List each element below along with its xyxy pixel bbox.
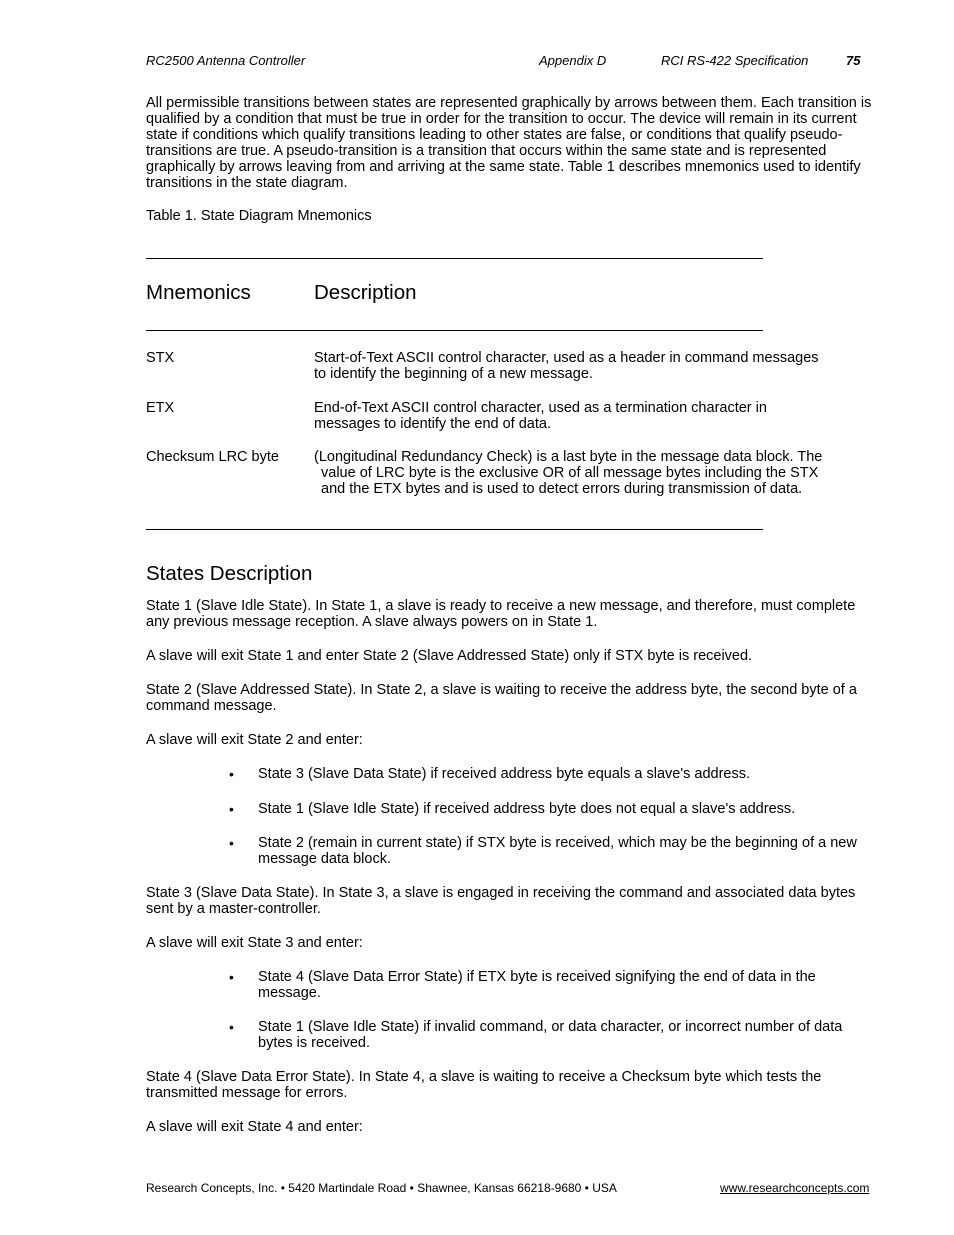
- header-doc-title: RC2500 Antenna Controller: [146, 53, 306, 68]
- state1-paragraph: State 1 (Slave Idle State). In State 1, a slave is ready to receive a new message, and therefore, must complete any previous message reception. A slave always powers on in State 1.: [146, 598, 856, 630]
- state1-exit-paragraph: A slave will exit State 1 and enter State 2 (Slave Addressed State) only if STX byte is received.: [146, 648, 753, 664]
- table-top-rule: [146, 258, 763, 259]
- table-row-mnemonic: STX: [146, 350, 175, 366]
- description-line: End-of-Text ASCII control character, used as a termination character in: [314, 400, 767, 416]
- bullet-icon: •: [229, 969, 234, 985]
- bullet-icon: •: [229, 766, 234, 782]
- bullet-icon: •: [229, 1019, 234, 1035]
- list-item: State 4 (Slave Data Error State) if ETX byte is received signifying the end of data in the message.: [258, 969, 816, 1001]
- table-header-description: Description: [314, 281, 417, 304]
- list-item: State 1 (Slave Idle State) if invalid command, or data character, or incorrect number of data bytes is received.: [258, 1019, 843, 1051]
- state2-exit-paragraph: A slave will exit State 2 and enter:: [146, 732, 363, 748]
- list-item: State 1 (Slave Idle State) if received address byte does not equal a slave's address.: [258, 801, 796, 817]
- table-row-mnemonic: ETX: [146, 400, 175, 416]
- description-line: Start-of-Text ASCII control character, used as a header in command messages: [314, 350, 819, 366]
- footer-website-link[interactable]: www.researchconcepts.com: [720, 1181, 870, 1195]
- table-row-description: [314, 351, 874, 383]
- description-line: and the ETX bytes and is used to detect errors during transmission of data.: [321, 480, 803, 497]
- bullet-icon: •: [229, 835, 234, 851]
- footer-company-address: Research Concepts, Inc. • 5420 Martindale Road • Shawnee, Kansas 66218-9680 • USA: [146, 1181, 617, 1195]
- section-heading: States Description: [146, 562, 313, 585]
- description-line: (Longitudinal Redundancy Check) is a last byte in the message data block. The: [314, 449, 823, 465]
- state4-exit-paragraph: A slave will exit State 4 and enter:: [146, 1119, 363, 1135]
- description-line: to identify the beginning of a new message.: [314, 365, 593, 382]
- page-number: 75: [846, 53, 861, 68]
- header-spec: RCI RS-422 Specification: [661, 53, 809, 68]
- list-item: State 3 (Slave Data State) if received address byte equals a slave's address.: [258, 766, 751, 782]
- table-row-mnemonic: Checksum LRC byte: [146, 449, 279, 465]
- table-caption: Table 1. State Diagram Mnemonics: [146, 208, 372, 224]
- state4-paragraph: State 4 (Slave Data Error State). In State 4, a slave is waiting to receive a Checksum byte which tests the transmitted message for errors.: [146, 1069, 822, 1101]
- table-header-mnemonics: Mnemonics: [146, 281, 251, 304]
- header-appendix: Appendix D: [539, 53, 607, 68]
- description-line: messages to identify the end of data.: [314, 415, 551, 432]
- state3-exit-paragraph: A slave will exit State 3 and enter:: [146, 935, 363, 951]
- state2-paragraph: State 2 (Slave Addressed State). In State 2, a slave is waiting to receive the address byte, the second byte of a command message.: [146, 682, 857, 714]
- description-line: value of LRC byte is the exclusive OR of all message bytes including the STX: [321, 464, 819, 481]
- table-bottom-rule: [146, 529, 763, 530]
- list-item: State 2 (remain in current state) if STX byte is received, which may be the beginning of a new message data block.: [258, 835, 857, 867]
- table-header-rule: [146, 330, 763, 331]
- bullet-icon: •: [229, 801, 234, 817]
- state3-paragraph: State 3 (Slave Data State). In State 3, a slave is engaged in receiving the command and associated data bytes sent by a master-controller.: [146, 885, 856, 917]
- table-row-description: [314, 401, 874, 433]
- intro-paragraph: All permissible transitions between states are represented graphically by arrows between them. Each transition is qualified by a condition that must be true in order for the transition to occur. The device will remain in its current state if conditions which qualify transitions leading to other states are false, or conditions that qualify pseudo-transitions are true. A pseudo-transition is a transition that occurs within the same state and is represented graphically by arrows leaving from and arriving at the same state. Table 1 describes mnemonics used to identify transitions in the state diagram.: [146, 95, 872, 191]
- table-row-description: [314, 450, 874, 498]
